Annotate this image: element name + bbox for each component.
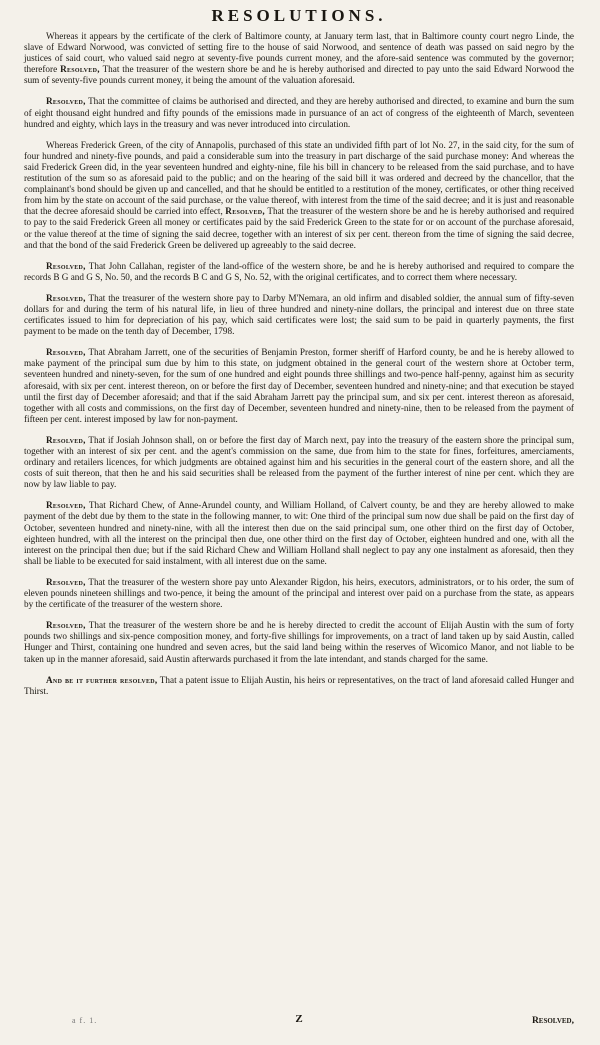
- resolution-paragraph: [24, 577, 574, 610]
- resolution-text: That the treasurer of the western shore pay to Darby M'Nemara, an old infirm and disabled soldier, the annual sum of fifty-seven dollars for and during the term of his natural life, in lieu of three hundred and ninety-nine dollars, the principal and interest due on three state certificates issued to him for depreciation of his pay, which said certificates were lost; the said sum to be paid in quarterly payments, the first payment to be made on the tenth day of December, 1798.: [24, 292, 574, 337]
- resolution-paragraph: [24, 96, 574, 129]
- resolution-paragraph: [24, 347, 574, 425]
- resolution-lead: Resolved,: [46, 620, 86, 631]
- resolutions-body: [24, 31, 574, 697]
- resolution-paragraph: [24, 435, 574, 490]
- resolution-paragraph: [24, 31, 574, 86]
- resolution-lead: Resolved,: [46, 292, 86, 303]
- page-heading: RESOLUTIONS.: [211, 6, 387, 25]
- resolution-text: That Richard Chew, of Anne-Arundel county, and William Holland, of Calvert county, be and they are hereby allowed to make payment of the debt due by them to the state in the following manner, to wit: One third of the principal sum now due shall be paid on the first day of October, seventeen hundred and ninety-nine, with all the interest then due on the said principal sum, one other third on the first day of October, eighteen hundred, with all the interest on the principal then due, one other third on the first day of October, eighteen hundred and one, with all the interest on the principal then due; but if the said Richard Chew and William Holland shall neglect to pay any one instalment as aforesaid, then they shall be liable to be executed for said instalment, with all interest due on the same.: [24, 500, 574, 566]
- page-mark: Z: [295, 1013, 303, 1025]
- resolution-lead: Resolved,: [60, 64, 100, 75]
- resolution-lead: Resolved,: [46, 347, 86, 358]
- resolution-lead: Resolved,: [46, 96, 86, 107]
- resolution-text: Whereas Frederick Green, of the city of Annapolis, purchased of this state an undivided fifth part of lot No. 27, in the said city, for the sum of four hundred and ninety-five pounds, and paid a considerable sum into the treasury in part discharge of the said purchase money: And whereas the said Frederick Green did, in the year seventeen hundred and eighty-nine, file his bill in chancery to be released from the said purchase, and to have restitution of the sum so as aforesaid paid to the public; and on the hearing of the said bill it was ordered and decreed by the chancellor, that the complainant's bond should be given up and cancelled, and that he should be entitled to a restitution of the money, certificates, or other thing received from him by the state on account of the said purchase, or the value thereof, with interest from the time of the said decree; and it is just and reasonable that the decree aforesaid should be carried into effect,: [24, 139, 574, 217]
- resolution-lead: Resolved,: [46, 500, 86, 511]
- signature-mark: a f. 1.: [72, 1016, 98, 1025]
- page-footer: [24, 1013, 574, 1030]
- resolution-text: That the treasurer of the western shore be and he is hereby authorised and directed to pay unto the said Edward Norwood the sum of seventy-five pounds current money, it being the amount of the valuation aforesaid.: [24, 64, 574, 86]
- catchword: Resolved,: [531, 1016, 574, 1026]
- resolution-text: That Abraham Jarrett, one of the securities of Benjamin Preston, former sheriff of Harford county, be and he is hereby allowed to make payment of the principal sum due by him to this state, on judgment obtained in the general court of the western shore at October term, seventeen hundred and ninety-seven, for the sum of one hundred and eight pounds three shillings and two-pence half-penny, against him as security aforesaid, with six per cent. interest thereon, on or before the first day of December, seventeen hundred and ninety-nine; and that execution be stayed until the first day of December aforesaid; and that if the said Abraham Jarrett pay the principal sum, and six per cent. interest thereon as aforesaid, together with all costs and commissions, on the first day of December, seventeen hundred and ninety-nine, then to be released from the payment of fifteen per cent. interest imposed by law for non-payment.: [24, 347, 574, 424]
- resolution-paragraph: [24, 620, 574, 664]
- resolution-lead: Resolved,: [225, 206, 266, 217]
- resolution-text: That a patent issue to Elijah Austin, his heirs or representatives, on the tract of land aforesaid called Hunger and Thirst.: [24, 674, 574, 696]
- resolution-lead: Resolved,: [46, 576, 86, 587]
- resolution-text: That the treasurer of the western shore pay unto Alexander Rigdon, his heirs, executors, administrators, or to his order, the sum of eleven pounds nineteen shillings and two-pence, it being the amount of the principal and interest over paid on a purchase from the state, as appears by the certificate of the treasurer of the western shore.: [24, 576, 574, 610]
- resolution-paragraph: [24, 293, 574, 337]
- resolution-text: That if Josiah Johnson shall, on or before the first day of March next, pay into the treasury of the eastern shore the principal sum, together with an interest of six per cent. and the agent's commission on the same, due from him to the state for fines, forfeitures, amerciaments, ordinary and retailers licences, for which judgments are obtained against him and his securities in the general court of the eastern shore, and all the costs of suit thereon, that then he and his said securities shall be released from the payment of the further interest of nine per cent. which they are now by law liable to pay.: [24, 434, 574, 490]
- resolution-paragraph: [24, 675, 574, 697]
- resolution-text: That the committee of claims be authorised and directed, and they are hereby authorised and directed, to examine and burn the sum of eight thousand eight hundred and fifty pounds of the emissions made in pursuance of an act of congress of the eighteenth of March, seventeen hundred and eighty, which lays in the treasury and was never introduced into circulation.: [24, 96, 574, 129]
- resolution-paragraph: [24, 261, 574, 283]
- resolution-text: That the treasurer of the western shore be and he is hereby authorised and required to pay to the said Frederick Green all money or certificates paid by the said Frederick Green to the state for or on account of the purchase aforesaid, or the value thereof at the time of signing the said decree, together with an interest of six per cent. thereon from the time of signing the said decree, and that the bond of the said Frederick Green be delivered up agreeably to the said decree.: [24, 206, 575, 250]
- resolution-text: That the treasurer of the western shore be and he is hereby directed to credit the account of Elijah Austin with the sum of forty pounds two shillings and six-pence composition money, and forty-five shillings for improvements, on a tract of land taken up by said Austin, called Hunger and Thirst, containing one hundred and seven acres, but the said land being within the reserves of Wicomico Manor, and not liable to be taken up in the manner aforesaid, said Austin afterwards purchased it from the late intendant, and stands charged for the same.: [24, 620, 574, 664]
- resolution-lead: Resolved,: [46, 260, 86, 271]
- resolution-lead: Resolved,: [46, 434, 86, 445]
- resolution-paragraph: [24, 500, 574, 567]
- resolution-text: That John Callahan, register of the land-office of the western shore, be and he is hereby authorised and required to compare the records B G and G S, No. 50, and the records B C and G S, No. 52, with the original certificates, and to correct them where necessary.: [24, 260, 574, 282]
- resolution-lead: And be it further resolved,: [46, 674, 158, 685]
- resolution-paragraph: [24, 140, 574, 251]
- resolution-text: Whereas it appears by the certificate of the clerk of Baltimore county, at January term last, that in Baltimore county court negro Linde, the slave of Edward Norwood, was convicted of setting fire to the house of said Norwood, and sentence of death was passed on said negro by the justices of said court, who valued said negro at seventy-five pounds current money, and the afore-said sentence was commuted by the governor; therefore: [24, 31, 574, 75]
